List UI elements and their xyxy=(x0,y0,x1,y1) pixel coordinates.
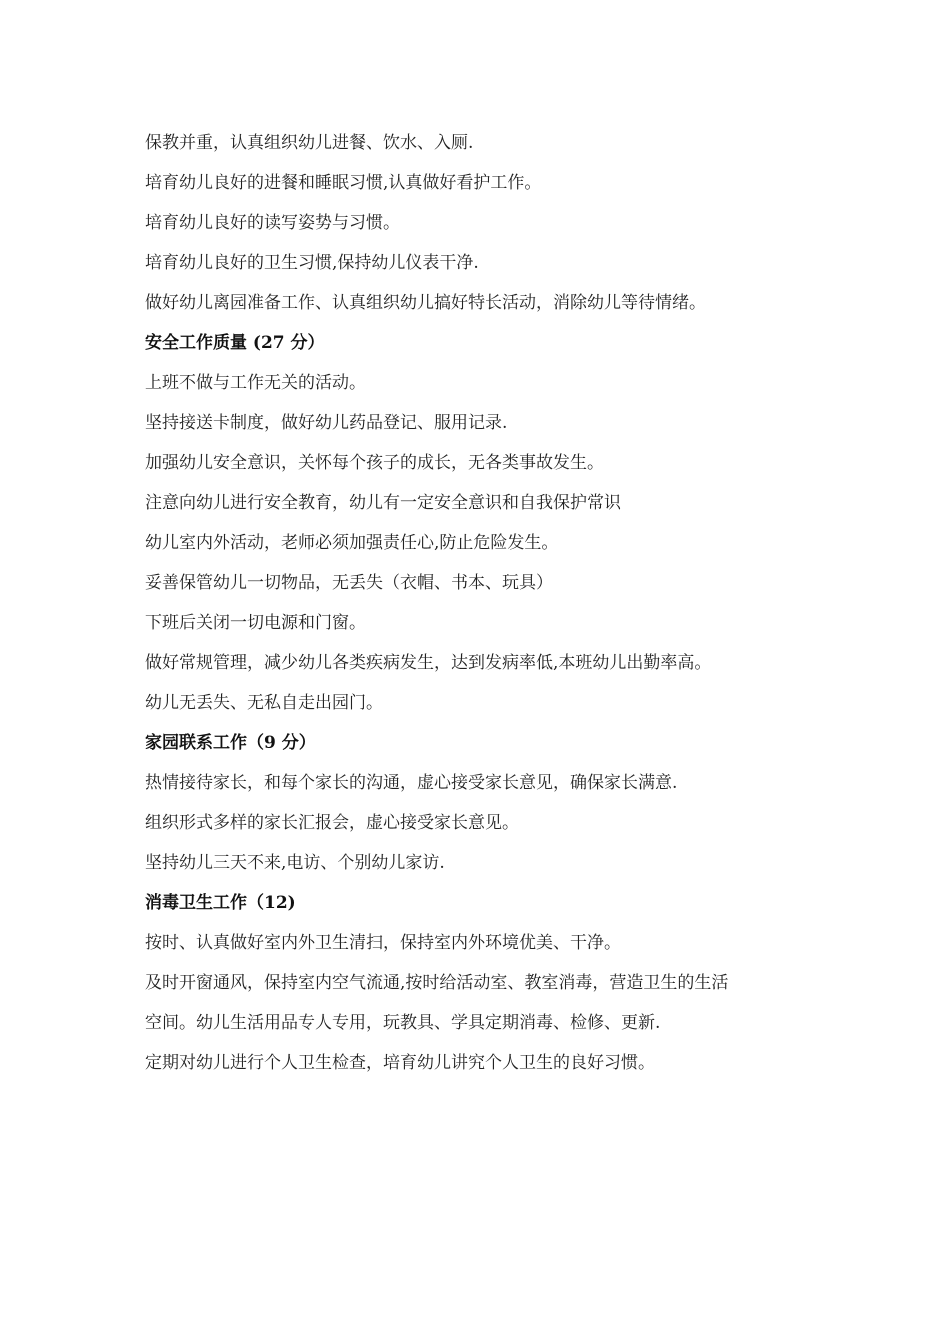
body-text-line: 坚持幼儿三天不来,电访、个别幼儿家访. xyxy=(145,853,445,873)
body-text-line: 上班不做与工作无关的活动。 xyxy=(145,373,366,393)
body-text-line: 下班后关闭一切电源和门窗。 xyxy=(145,613,366,633)
body-text-line: 培育幼儿良好的进餐和睡眠习惯,认真做好看护工作。 xyxy=(145,173,542,193)
body-text-line: 及时开窗通风，保持室内空气流通,按时给活动室、教室消毒，营造卫生的生活 xyxy=(145,973,729,993)
body-text-line: 培育幼儿良好的读写姿势与习惯。 xyxy=(145,213,400,233)
body-text-line: 定期对幼儿进行个人卫生检查，培育幼儿讲究个人卫生的良好习惯。 xyxy=(145,1053,655,1073)
body-text-line: 组织形式多样的家长汇报会，虚心接受家长意见。 xyxy=(145,813,519,833)
body-text-line: 保教并重，认真组织幼儿进餐、饮水、入厕. xyxy=(145,133,474,153)
body-text-line: 幼儿室内外活动，老师必须加强责任心,防止危险发生。 xyxy=(145,533,559,553)
body-text-line: 加强幼儿安全意识，关怀每个孩子的成长，无各类事故发生。 xyxy=(145,453,604,473)
body-text-line: 空间。幼儿生活用品专人专用，玩教具、学具定期消毒、检修、更新. xyxy=(145,1013,661,1033)
section-heading-family-contact: 家园联系工作（9 分） xyxy=(145,733,316,753)
body-text-line: 妥善保管幼儿一切物品，无丢失（衣帽、书本、玩具） xyxy=(145,573,553,593)
body-text-line: 做好幼儿离园准备工作、认真组织幼儿搞好特长活动，消除幼儿等待情绪。 xyxy=(145,293,706,313)
body-text-line: 培育幼儿良好的卫生习惯,保持幼儿仪表干净. xyxy=(145,253,479,273)
body-text-line: 注意向幼儿进行安全教育，幼儿有一定安全意识和自我保护常识 xyxy=(145,493,621,513)
section-heading-disinfection: 消毒卫生工作（12) xyxy=(145,893,296,913)
body-text-line: 做好常规管理，减少幼儿各类疾病发生，达到发病率低,本班幼儿出勤率高。 xyxy=(145,653,712,673)
document-body xyxy=(145,123,825,1083)
body-text-line: 幼儿无丢失、无私自走出园门。 xyxy=(145,693,383,713)
body-text-line: 热情接待家长，和每个家长的沟通，虚心接受家长意见，确保家长满意. xyxy=(145,773,678,793)
body-text-line: 按时、认真做好室内外卫生清扫，保持室内外环境优美、干净。 xyxy=(145,933,621,953)
body-text-line: 坚持接送卡制度，做好幼儿药品登记、服用记录. xyxy=(145,413,508,433)
section-heading-safety: 安全工作质量 (27 分） xyxy=(145,333,325,353)
